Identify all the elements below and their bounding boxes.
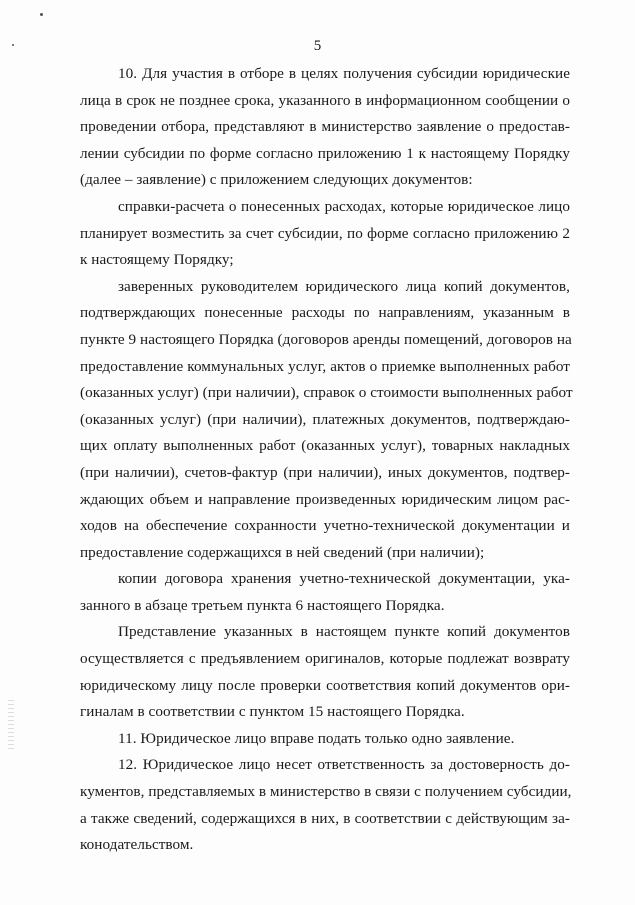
paragraph-line: конодательством. [80, 836, 194, 854]
paragraph-line: щих оплату выполненных работ (оказанных услуг), товарных накладных [80, 437, 570, 455]
paragraph-p-spravki [80, 194, 570, 274]
document-body [80, 61, 573, 859]
paragraph-line: ждающих объем и направление произведенных юридическим лицом рас- [80, 490, 570, 508]
paragraph-line: планирует возместить за счет субсидии, по форме согласно приложению 2 [80, 224, 570, 242]
paragraph-line: (оказанных услуг) (при наличии), платежных документов, подтверждаю- [80, 410, 570, 428]
paragraph-line: предоставление содержащихся в ней сведений (при наличии); [80, 543, 485, 561]
paragraph-line: а также сведений, содержащихся в них, в соответствии с действующим за- [80, 809, 570, 827]
scan-speck [40, 13, 43, 16]
paragraph-line: (оказанных услуг) (при наличии), справок о стоимости выполненных работ [80, 384, 573, 402]
paragraph-line: Представление указанных в настоящем пункте копий документов [118, 623, 570, 641]
paragraph-line: кументов, представляемых в министерство в связи с получением субсидии, [80, 783, 572, 801]
paragraph-p12 [80, 752, 570, 858]
paragraph-line: (при наличии), счетов-фактур (при наличии), иных документов, подтвер- [80, 463, 570, 481]
paragraph-line: заверенных руководителем юридического лица копий документов, [118, 277, 570, 295]
page-number: 5 [313, 38, 322, 54]
paragraph-line: лении субсидии по форме согласно приложению 1 к настоящему Порядку [80, 144, 570, 162]
paragraph-line: юридическому лицу после проверки соответствия копий документов ори- [80, 676, 570, 694]
paragraph-line: справки-расчета о понесенных расходах, которые юридическое лицо [118, 197, 570, 215]
paragraph-p-kopii [80, 566, 570, 619]
paragraph-line: занного в абзаце третьем пункта 6 настоящего Порядка. [80, 596, 445, 614]
paragraph-line: лица в срок не позднее срока, указанного в информационном сообщении о [80, 91, 570, 109]
paragraph-line: гиналам в соответствии с пунктом 15 настоящего Порядка. [80, 703, 465, 721]
paragraph-line: проведении отбора, представляют в министерство заявление о предостав- [80, 118, 570, 136]
paragraph-p-predstavlenie [80, 619, 570, 725]
paragraph-line: предоставление коммунальных услуг, актов о приемке выполненных работ [80, 357, 570, 375]
paragraph-line: копии договора хранения учетно-технической документации, ука- [118, 570, 570, 588]
paragraph-line: подтверждающих понесенные расходы по направлениям, указанным в [80, 304, 570, 322]
paragraph-line: 12. Юридическое лицо несет ответственность за достоверность до- [118, 756, 570, 774]
paragraph-p10 [80, 61, 570, 194]
scan-margin-marks [8, 700, 14, 750]
paragraph-line: ходов на обеспечение сохранности учетно-технической документации и [80, 517, 570, 535]
paragraph-line: (далее – заявление) с приложением следующих документов: [80, 171, 473, 189]
paragraph-line: к настоящему Порядку; [80, 251, 234, 269]
paragraph-line: осуществляется с предъявлением оригиналов, которые подлежат возврату [80, 650, 570, 668]
paragraph-line: пункте 9 настоящего Порядка (договоров аренды помещений, договоров на [80, 330, 572, 348]
paragraph-line: 10. Для участия в отборе в целях получения субсидии юридические [118, 65, 570, 82]
paragraph-p11 [80, 726, 570, 753]
paragraph-line: 11. Юридическое лицо вправе подать только одно заявление. [118, 729, 515, 747]
paragraph-p-zaverennyh [80, 274, 573, 567]
